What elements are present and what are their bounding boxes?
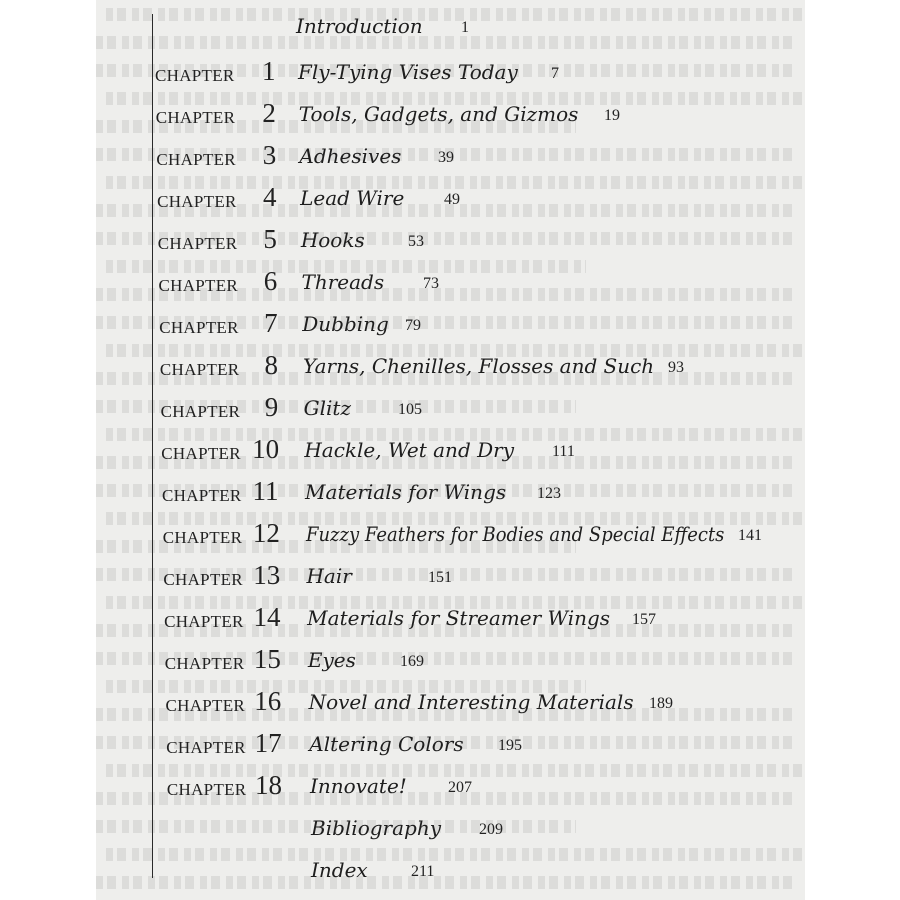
chapter-number: 13 <box>253 560 281 590</box>
chapter-page: 39 <box>438 149 454 166</box>
chapter-title: Materials for Streamer Wings <box>307 606 611 630</box>
chapter-page: 157 <box>632 611 656 628</box>
chapter-number: 6 <box>263 266 278 296</box>
chapter-number: 16 <box>254 686 282 716</box>
chapter-title: Altering Colors <box>309 732 464 756</box>
chapter-page: 111 <box>552 443 575 460</box>
chapter-label: CHAPTER <box>158 276 239 295</box>
chapter-number: 12 <box>252 518 280 548</box>
chapter-page: 7 <box>551 65 559 82</box>
chapter-number: 18 <box>254 770 282 800</box>
chapter-page: 141 <box>738 527 762 544</box>
chapter-label: CHAPTER <box>166 738 246 757</box>
chapter-label: CHAPTER <box>166 780 247 799</box>
chapter-page: 49 <box>444 191 460 208</box>
chapter-title: Glitz <box>303 396 351 420</box>
chapter-number: 9 <box>264 392 279 422</box>
entry-page: 209 <box>479 821 503 838</box>
chapter-page: 93 <box>668 359 684 376</box>
chapter-label: CHAPTER <box>162 486 242 505</box>
chapter-number: 14 <box>253 602 281 632</box>
chapter-title: Innovate! <box>310 774 407 798</box>
chapter-label: CHAPTER <box>157 192 237 211</box>
chapter-number: 1 <box>262 56 276 86</box>
chapter-page: 105 <box>398 401 422 418</box>
chapter-label: CHAPTER <box>160 402 241 421</box>
chapter-label: CHAPTER <box>159 360 240 379</box>
chapter-page: 79 <box>405 317 421 334</box>
chapter-title: Eyes <box>307 648 356 672</box>
chapter-number: 3 <box>262 140 277 170</box>
chapter-title: Fuzzy Feathers for Bodies and Special Effects <box>305 522 725 546</box>
entry-title: Bibliography <box>311 816 441 840</box>
chapter-label: CHAPTER <box>165 696 246 715</box>
chapter-page: 189 <box>649 695 673 712</box>
chapter-label: CHAPTER <box>162 528 243 547</box>
chapter-label: CHAPTER <box>161 444 241 463</box>
chapter-label: CHAPTER <box>164 612 244 631</box>
chapter-page: 53 <box>408 233 424 250</box>
chapter-title: Yarns, Chenilles, Flosses and Such <box>302 354 655 378</box>
chapter-page: 151 <box>428 569 452 586</box>
chapter-number: 2 <box>262 98 276 128</box>
chapter-page: 195 <box>498 737 522 754</box>
chapter-label: CHAPTER <box>155 66 235 85</box>
chapter-title: Hair <box>306 564 352 588</box>
chapter-title: Fly-Tying Vises Today <box>298 60 518 84</box>
chapter-title: Hackle, Wet and Dry <box>304 438 514 462</box>
chapter-label: CHAPTER <box>155 108 236 127</box>
chapter-title: Hooks <box>300 228 365 252</box>
chapter-title: Lead Wire <box>300 186 405 210</box>
chapter-page: 19 <box>604 107 620 124</box>
chapter-number: 11 <box>252 476 279 506</box>
entry-title: Index <box>311 858 368 882</box>
entry-page: 1 <box>461 19 469 36</box>
chapter-page: 73 <box>423 275 439 292</box>
chapter-number: 8 <box>264 350 278 380</box>
chapter-page: 207 <box>448 779 472 796</box>
chapter-label: CHAPTER <box>163 570 243 589</box>
entry-page: 211 <box>411 863 435 880</box>
chapter-number: 15 <box>253 644 281 674</box>
chapter-number: 5 <box>263 224 277 254</box>
chapter-label: CHAPTER <box>156 150 236 169</box>
chapter-title: Adhesives <box>299 144 402 168</box>
chapter-page: 169 <box>400 653 424 670</box>
entry-title: Introduction <box>296 14 423 38</box>
chapter-page: 123 <box>537 485 561 502</box>
chapter-label: CHAPTER <box>164 654 245 673</box>
chapter-title: Tools, Gadgets, and Gizmos <box>298 102 579 126</box>
chapter-number: 7 <box>264 308 278 338</box>
chapter-title: Dubbing <box>302 312 389 336</box>
chapter-title: Novel and Interesting Materials <box>308 690 634 714</box>
chapter-label: CHAPTER <box>159 318 239 337</box>
chapter-title: Materials for Wings <box>305 480 507 504</box>
chapter-number: 10 <box>252 434 280 464</box>
chapter-title: Threads <box>301 270 385 294</box>
chapter-number: 17 <box>254 728 282 758</box>
chapter-label: CHAPTER <box>157 234 238 253</box>
chapter-number: 4 <box>263 182 277 212</box>
